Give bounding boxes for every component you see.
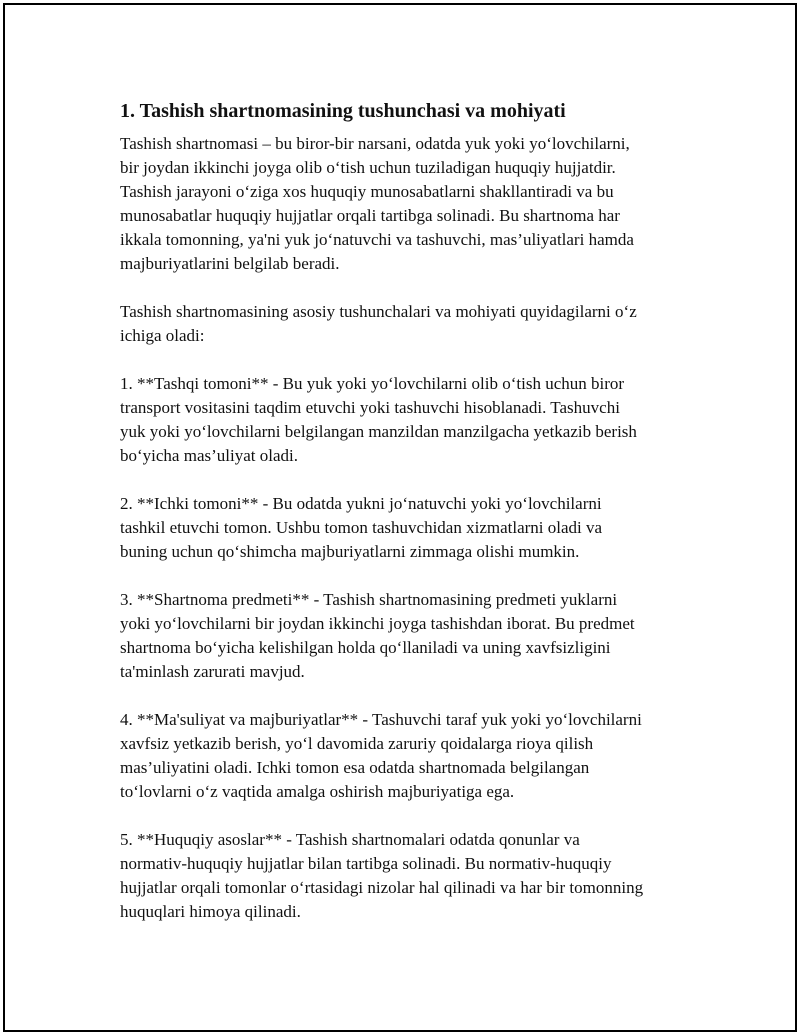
text-line: shartnoma bo‘yicha kelishilgan holda qo‘llaniladi va uning xavfsizligini — [120, 638, 611, 657]
text-line: bo‘yicha mas’uliyat oladi. — [120, 446, 298, 465]
text-line: 4. **Ma'suliyat va majburiyatlar** - Tashuvchi taraf yuk yoki yo‘lovchilarni — [120, 710, 642, 729]
paragraph-item-2 — [120, 492, 700, 564]
document-title: 1. Tashish shartnomasining tushunchasi va mohiyati — [120, 100, 566, 122]
text-line: ichiga oladi: — [120, 326, 205, 345]
text-line: buning uchun qo‘shimcha majburiyatlarni zimmaga olishi mumkin. — [120, 542, 580, 561]
text-line: mas’uliyatini oladi. Ichki tomon esa odatda shartnomada belgilangan — [120, 758, 590, 777]
paragraph-intro — [120, 132, 700, 276]
text-line: normativ-huquqiy hujjatlar bilan tartibga solinadi. Bu normativ-huquqiy — [120, 854, 612, 873]
text-line: 1. **Tashqi tomoni** - Bu yuk yoki yo‘lovchilarni olib o‘tish uchun biror — [120, 374, 625, 393]
text-line: munosabatlar huquqiy hujjatlar orqali tartibga solinadi. Bu shartnoma har — [120, 206, 620, 225]
text-line: hujjatlar orqali tomonlar o‘rtasidagi nizolar hal qilinadi va har bir tomonning — [120, 878, 644, 897]
text-line: huquqlari himoya qilinadi. — [120, 902, 301, 921]
text-line: ta'minlash zarurati mavjud. — [120, 662, 305, 681]
document-body — [120, 96, 700, 948]
text-line: Tashish jarayoni o‘ziga xos huquqiy munosabatlarni shakllantiradi va bu — [120, 182, 614, 201]
text-line: Tashish shartnomasining asosiy tushunchalari va mohiyati quyidagilarni o‘z — [120, 302, 637, 321]
page-frame — [3, 3, 797, 1032]
paragraph-item-5 — [120, 828, 700, 924]
text-line: ikkala tomonning, ya'ni yuk jo‘natuvchi va tashuvchi, mas’uliyatlari hamda — [120, 230, 634, 249]
text-line: 2. **Ichki tomoni** - Bu odatda yukni jo‘natuvchi yoki yo‘lovchilarni — [120, 494, 602, 513]
text-line: 3. **Shartnoma predmeti** - Tashish shartnomasining predmeti yuklarni — [120, 590, 618, 609]
paragraph-overview — [120, 300, 700, 348]
paragraph-item-4 — [120, 708, 700, 804]
text-line: 5. **Huquqiy asoslar** - Tashish shartnomalari odatda qonunlar va — [120, 830, 580, 849]
text-line: bir joydan ikkinchi joyga olib o‘tish uchun tuziladigan huquqiy hujjatdir. — [120, 158, 616, 177]
text-line: transport vositasini taqdim etuvchi yoki tashuvchi hisoblanadi. Tashuvchi — [120, 398, 620, 417]
text-line: majburiyatlarini belgilab beradi. — [120, 254, 340, 273]
paragraph-item-1 — [120, 372, 700, 468]
paragraph-item-3 — [120, 588, 700, 684]
text-line: xavfsiz yetkazib berish, yo‘l davomida zaruriy qoidalarga rioya qilish — [120, 734, 594, 753]
text-line: tashkil etuvchi tomon. Ushbu tomon tashuvchidan xizmatlarni oladi va — [120, 518, 603, 537]
text-line: yuk yoki yo‘lovchilarni belgilangan manzildan manzilgacha yetkazib berish — [120, 422, 637, 441]
text-line: to‘lovlarni o‘z vaqtida amalga oshirish majburiyatiga ega. — [120, 782, 515, 801]
text-line: yoki yo‘lovchilarni bir joydan ikkinchi joyga tashishdan iborat. Bu predmet — [120, 614, 635, 633]
text-line: Tashish shartnomasi – bu biror-bir narsani, odatda yuk yoki yo‘lovchilarni, — [120, 134, 630, 153]
